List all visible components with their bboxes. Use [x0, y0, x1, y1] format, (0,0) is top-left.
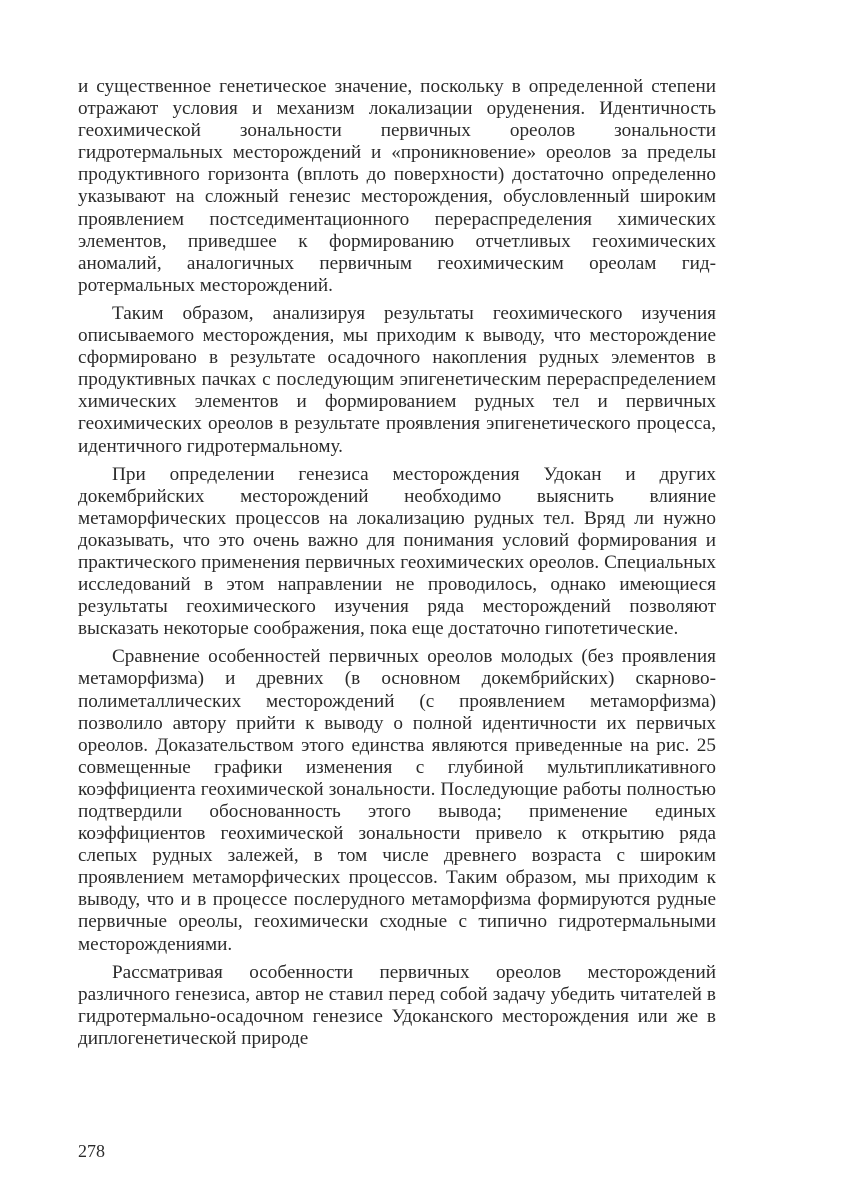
paragraph-3: При определении генезиса месторождения Удокан и других докембрийских месторождений необходимо выяснить влияние метаморфических процессов на локализацию рудных тел. Вряд ли нужно доказывать, что это очень важно для понимания условий формирования и практического применения первичных геохимических ореолов. Специальных исследований в этом направлении не проводилось, однако имеющиеся результаты геохимического изучения ряда месторождений позволяют высказать некоторые соображения, пока еще достаточно гипотетические.: [78, 463, 716, 640]
body-text: [78, 76, 716, 1050]
paragraph-1: и существенное генетическое значение, поскольку в определенной степени отражают условия и механизм локализации оруденения. Идентичность геохимической зональности первичных ореолов зональности гидротермальных месторождений и «проникновение» ореолов за пределы продуктивного горизонта (вплоть до поверхности) достаточно определенно указывают на сложный генезис месторождения, обусловленный широким проявлением постседиментационного перераспределения химических элементов, приведшее к формированию отчетливых геохимических аномалий, аналогичных первичным геохимическим ореолам гидротермальных месторождений.: [78, 76, 716, 296]
paragraph-2: Таким образом, анализируя результаты геохимического изучения описываемого месторождения, мы приходим к выводу, что месторождение сформировано в результате осадочного накопления рудных элементов в продуктивных пачках с последующим эпигенетическим перераспределением химических элементов и формированием рудных тел и первичных геохимических ореолов в результате проявления эпигенетического процесса, идентичного гидротермальному.: [78, 302, 716, 457]
paragraph-4: Сравнение особенностей первичных ореолов молодых (без проявления метаморфизма) и древних (в основном докембрийских) скарново-полиметаллических месторождений (с проявлением метаморфизма) позволило автору прийти к выводу о полной идентичности их первичых ореолов. Доказательством этого единства являются приведенные на рис. 25 совмещенные графики изменения с глубиной мультипликативного коэффициента геохимической зональности. Последующие работы полностью подтвердили обоснованность этого вывода; применение единых коэффициентов геохимической зональности привело к открытию ряда слепых рудных залежей, в том числе древнего возраста с широким проявлением метаморфических процессов. Таким образом, мы приходим к выводу, что и в процессе послерудного метаморфизма формируются рудные первичные ореолы, геохимически сходные с типично гидротермальными месторождениями.: [78, 646, 716, 955]
paragraph-5: Рассматривая особенности первичных ореолов месторождений различного генезиса, автор не ставил перед собой задачу убедить читателей в гидротермально-осадочном генезисе Удоканского месторождения или же в диплогенетической природе: [78, 961, 716, 1049]
page-number: 278: [78, 1141, 105, 1161]
